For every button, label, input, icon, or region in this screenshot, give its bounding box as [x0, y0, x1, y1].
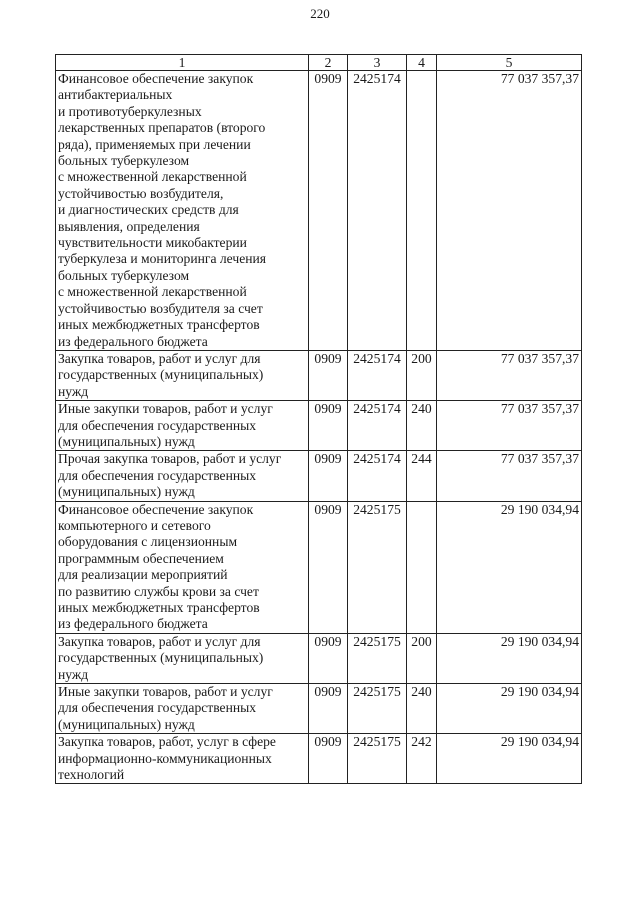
row-expense-type [407, 71, 437, 351]
row-section-code: 0909 [309, 734, 348, 784]
row-description: Закупка товаров, работ, услуг в сфере информационно-коммуникационных технологий [56, 734, 309, 784]
row-target-code: 2425175 [348, 734, 407, 784]
row-expense-type: 240 [407, 684, 437, 734]
column-header-expense-type: 4 [407, 55, 437, 71]
row-target-code: 2425174 [348, 350, 407, 400]
table-row [56, 501, 582, 633]
row-section-code: 0909 [309, 501, 348, 633]
row-target-code: 2425174 [348, 401, 407, 451]
row-description: Иные закупки товаров, работ и услуг для обеспечения государственных (муниципальных) нужд [56, 684, 309, 734]
table-row [56, 71, 582, 351]
row-target-code: 2425174 [348, 71, 407, 351]
row-expense-type: 200 [407, 633, 437, 683]
budget-table [55, 54, 582, 784]
row-section-code: 0909 [309, 350, 348, 400]
row-amount: 77 037 357,37 [437, 71, 582, 351]
table-row [56, 734, 582, 784]
row-amount: 29 190 034,94 [437, 734, 582, 784]
column-header-section: 2 [309, 55, 348, 71]
row-description: Иные закупки товаров, работ и услуг для обеспечения государственных (муниципальных) нужд [56, 401, 309, 451]
row-section-code: 0909 [309, 684, 348, 734]
row-section-code: 0909 [309, 401, 348, 451]
row-section-code: 0909 [309, 451, 348, 501]
row-amount: 29 190 034,94 [437, 501, 582, 633]
row-target-code: 2425175 [348, 684, 407, 734]
table-row [56, 401, 582, 451]
row-target-code: 2425175 [348, 633, 407, 683]
row-expense-type: 200 [407, 350, 437, 400]
row-amount: 29 190 034,94 [437, 684, 582, 734]
table-row [56, 684, 582, 734]
row-description: Финансовое обеспечение закупок антибактериальных и противотуберкулезных лекарственных препаратов (второго ряда), применяемых при лечении больных туберкулезом с множественной лекарственной устойчивостью возбудителя, и диагностических средств для выявления, определения чувствительности микобактерии туберкулеза и мониторинга лечения больных туберкулезом с множественной лекарственной устойчивостью возбудителя за счет иных межбюджетных трансфертов из федерального бюджета [56, 71, 309, 351]
row-amount: 29 190 034,94 [437, 633, 582, 683]
table-row [56, 633, 582, 683]
table-row [56, 451, 582, 501]
column-header-target: 3 [348, 55, 407, 71]
row-expense-type: 240 [407, 401, 437, 451]
row-expense-type: 244 [407, 451, 437, 501]
row-description: Закупка товаров, работ и услуг для государственных (муниципальных) нужд [56, 350, 309, 400]
row-amount: 77 037 357,37 [437, 350, 582, 400]
row-amount: 77 037 357,37 [437, 451, 582, 501]
column-header-name: 1 [56, 55, 309, 71]
row-expense-type [407, 501, 437, 633]
row-description: Закупка товаров, работ и услуг для государственных (муниципальных) нужд [56, 633, 309, 683]
row-expense-type: 242 [407, 734, 437, 784]
column-header-amount: 5 [437, 55, 582, 71]
row-section-code: 0909 [309, 633, 348, 683]
row-section-code: 0909 [309, 71, 348, 351]
row-target-code: 2425174 [348, 451, 407, 501]
table-header-row [56, 55, 582, 71]
row-amount: 77 037 357,37 [437, 401, 582, 451]
table-row [56, 350, 582, 400]
row-description: Прочая закупка товаров, работ и услуг для обеспечения государственных (муниципальных) нужд [56, 451, 309, 501]
row-description: Финансовое обеспечение закупок компьютерного и сетевого оборудования с лицензионным программным обеспечением для реализации мероприятий по развитию службы крови за счет иных межбюджетных трансфертов из федерального бюджета [56, 501, 309, 633]
page-number: 220 [310, 6, 330, 21]
row-target-code: 2425175 [348, 501, 407, 633]
